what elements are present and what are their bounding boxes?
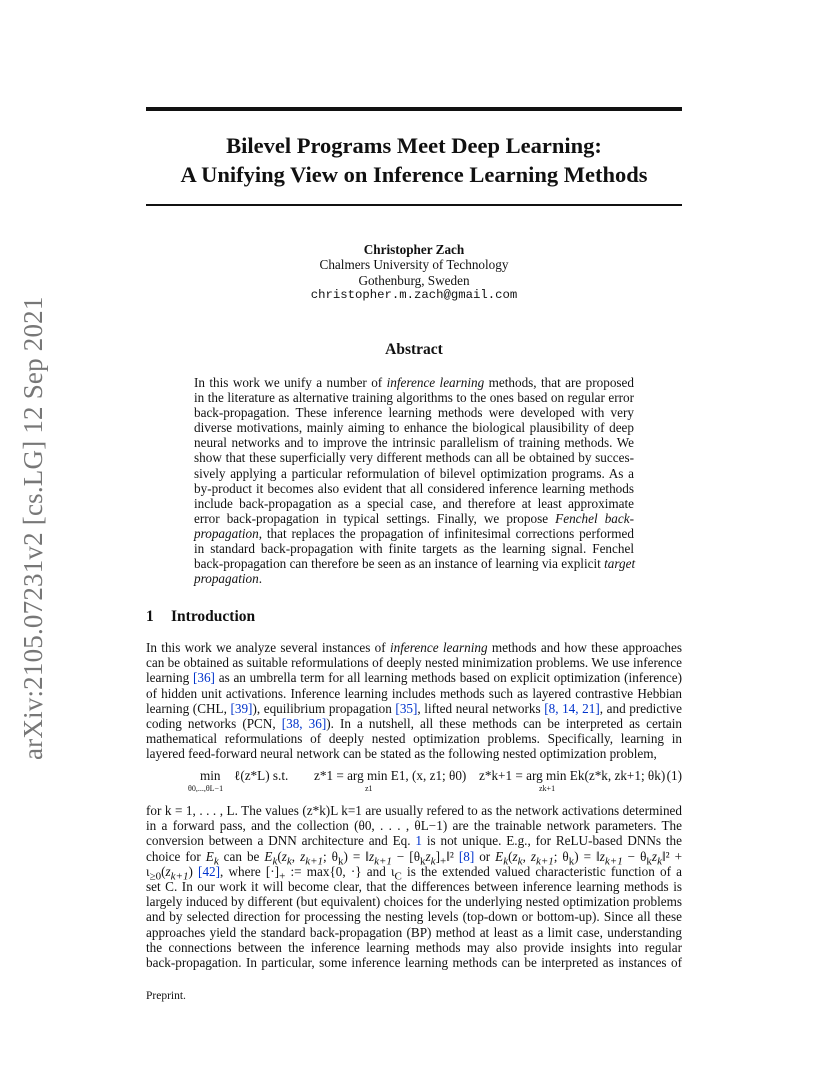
abstract-line: by-product it becomes also evident that all considered inference learning methods	[194, 480, 634, 496]
paragraph-line: and by selected direction for processing the nesting levels (top-down or bottom-up). Since all these	[146, 909, 682, 925]
paragraph-line: layered feed-forward neural network can be stated as the following nested optimization problem,	[146, 746, 657, 762]
equation-constraint-1-subscript: z1	[365, 784, 373, 793]
equation-constraint-2: z*k+1 = arg min Ek(z*k, zk+1; θk)	[479, 768, 666, 783]
abstract-heading: Abstract	[385, 341, 443, 358]
citation-link[interactable]: [8, 14, 21]	[544, 700, 600, 716]
abstract-line: sively applying a particular reformulation of bilevel optimization programs. As a	[194, 465, 634, 481]
equation-constraint-2-subscript: zk+1	[539, 784, 556, 793]
equation-constraint-1: z*1 = arg min E1, (x, z1; θ0)	[314, 768, 467, 783]
title-line-2: A Unifying View on Inference Learning Methods	[180, 162, 648, 187]
abstract-line: neural networks and to improve the intrinsic parallelism of training methods. We	[194, 435, 634, 451]
citation-link[interactable]: [38, 36]	[281, 715, 327, 731]
paragraph-line: learning (CHL, [39]), equilibrium propagation [35], lifted neural networks [8, 14, 21], and predictive	[146, 700, 682, 716]
section-number: 1	[146, 608, 154, 625]
paragraph-line: in a forward pass, and the collection (θ0, . . . , θL−1) are the trainable network parameters. The	[146, 818, 682, 834]
paragraph-line: largely induced by different (but equivalent) choices for the underlying nested optimization problems	[146, 894, 682, 910]
abstract-line: error back-propagation in typical settings. Finally, we propose Fenchel back-	[194, 510, 634, 526]
paragraph-line: for k = 1, . . . , L. The values (z*k)L k=1 are usually refered to as the network activations determined	[146, 803, 682, 818]
paragraph-line: coding networks (PCN, [38, 36]). In a nutshell, all these methods can be interpreted as certain	[146, 715, 682, 731]
section-heading-introduction	[146, 608, 255, 626]
citation-link[interactable]: [8]	[458, 848, 475, 864]
citation-link[interactable]: [36]	[192, 670, 215, 686]
abstract-line: back-propagation can therefore be seen as an instance of learning via explicit target	[194, 556, 636, 572]
abstract-line: diverse motivations, mainly aiming to enhance the biological plausibility of deep	[194, 420, 634, 436]
abstract-line: show that these superficially very different methods can all be obtained by succes-	[194, 450, 634, 466]
title-line-1: Bilevel Programs Meet Deep Learning:	[226, 133, 602, 158]
paragraph-line: can be obtained as suitable reformulations of deeply nested minimization problems. We use inference	[146, 655, 682, 671]
author-name: Christopher Zach	[363, 242, 465, 257]
paragraph-line: In this work we analyze several instances of inference learning methods and how these approaches	[146, 640, 682, 655]
abstract-line: propagation.	[194, 571, 263, 587]
section-title: Introduction	[171, 608, 256, 625]
equation-objective: ℓ(z*L) s.t.	[234, 768, 289, 783]
citation-link[interactable]: [39]	[230, 700, 253, 716]
abstract-line: back-propagation. These inference learning methods were developed with very	[194, 405, 634, 421]
paragraph-line: approaches yield the standard back-propagation (BP) method at least as a limit case, understanding	[146, 924, 682, 940]
equation-number: (1)	[666, 768, 682, 783]
paragraph-line: mathematical reformulations of deeply nested optimization problems. Specifically, learning in	[146, 731, 682, 747]
equation-min: min	[200, 768, 221, 783]
author-block	[146, 242, 682, 303]
equation-1	[146, 768, 682, 798]
title-top-rule	[146, 107, 682, 111]
paragraph-line: choice for $E_k$ can be $E_k(z_k$, $z_{k+1}$; $\theta_k$) = $‖z_{k+1}$ − $[\theta_kz_k]_+‖^2$ [8] or $E_k(z_k$, $z_{k+1}$; $\theta_k$) = $‖z_{k+1}$ − $\theta_kz_k‖^2$ +	[146, 848, 683, 868]
paragraph-line: learning [36] as an umbrella term for all learning methods based on explicit optimization (inference)	[146, 670, 682, 686]
paragraph-line: back-propagation. In particular, some inference learning methods can be interpreted as instances of	[146, 954, 682, 970]
paragraph-line: the connections between the inference learning methods may also provide insights into regular	[146, 939, 682, 955]
author-email: christopher.m.zach@gmail.com	[310, 287, 518, 302]
author-affiliation: Chalmers University of Technology	[319, 257, 509, 273]
title-bottom-rule	[146, 204, 682, 206]
abstract-line: in standard back-propagation with finite targets as the learning signal. Fenchel	[194, 541, 634, 557]
citation-link[interactable]: [42]	[198, 863, 221, 879]
intro-paragraph-2	[146, 803, 682, 970]
citation-link[interactable]: [35]	[395, 700, 418, 716]
abstract-line: include back-propagation as a special case, and therefore at least approximate	[194, 495, 634, 511]
paragraph-line: $\iota_{\ge 0}(z_{k+1})$ [42], where $[\cdot]_+$ := max{0, ·} and $\iota_C$ is the extended valued characteristic function of a	[146, 863, 682, 883]
paragraph-line: of hidden unit activations. Inference learning includes methods such as layered contrastive Hebbian	[146, 685, 682, 701]
paragraph-line: set C. In our work it will become clear, that the differences between inference learning methods is	[146, 878, 682, 894]
footer-note: Preprint.	[146, 990, 186, 1002]
abstract-line: propagation, that replaces the propagation of infinitesimal corrections performed	[194, 525, 634, 541]
equation-reference-link[interactable]: 1	[415, 833, 422, 849]
paragraph-line: conversion between a DNN architecture and Eq. 1 is not unique. E.g., for ReLU-based DNNs the	[146, 833, 682, 849]
arxiv-identifier-stamp: arXiv:2105.07231v2 [cs.LG] 12 Sep 2021	[18, 296, 48, 760]
abstract-line: In this work we unify a number of inference learning methods, that are proposed	[194, 375, 634, 390]
author-location: Gothenburg, Sweden	[358, 272, 470, 288]
abstract-body	[194, 375, 634, 586]
equation-min-subscript: θ0,...,θL−1	[188, 784, 224, 793]
intro-paragraph-1	[146, 640, 682, 762]
paper-title	[146, 131, 682, 189]
abstract-line: in the literature as alternative training algorithms to the ones based on regular error	[194, 390, 634, 406]
